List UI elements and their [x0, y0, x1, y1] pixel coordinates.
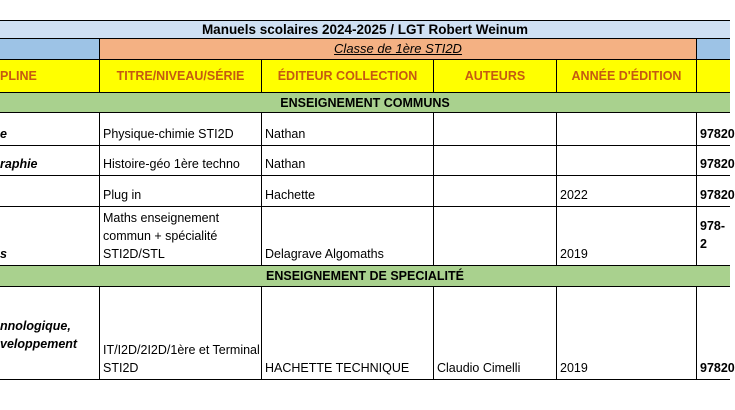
row1-editeur: Nathan: [262, 113, 434, 146]
header-isbn: [697, 60, 730, 93]
row3-annee: 2022: [557, 176, 697, 207]
row5-annee: 2019: [557, 287, 697, 380]
row5-isbn: 97820: [697, 287, 730, 380]
header-auteurs: AUTEURS: [434, 60, 557, 93]
row5-auteurs: Claudio Cimelli: [434, 287, 557, 380]
row2-editeur: Nathan: [262, 146, 434, 176]
row3-discipline: [0, 176, 100, 207]
row3-titre: Plug in: [100, 176, 262, 207]
row4-isbn: 978-2: [697, 207, 730, 266]
row3-auteurs: [434, 176, 557, 207]
row4-titre: Maths enseignement commun + spécialité STI2D/STL: [100, 207, 262, 266]
row4-auteurs: [434, 207, 557, 266]
row5-titre: IT/I2D/2I2D/1ère et Terminal STI2D: [100, 287, 262, 380]
row1-titre: Physique-chimie STI2D: [100, 113, 262, 146]
row4-editeur: Delagrave Algomaths: [262, 207, 434, 266]
row5-discipline: nnologique, veloppement: [0, 287, 100, 380]
row2-titre: Histoire-géo 1ère techno: [100, 146, 262, 176]
row1-discipline: e: [0, 113, 100, 146]
class-row-left: [0, 39, 100, 60]
row2-isbn: 97820: [697, 146, 730, 176]
row2-annee: [557, 146, 697, 176]
header-editeur: ÉDITEUR COLLECTION: [262, 60, 434, 93]
row1-isbn: 97820: [697, 113, 730, 146]
class-row-right: [697, 39, 730, 60]
row3-isbn: 97820: [697, 176, 730, 207]
row1-annee: [557, 113, 697, 146]
header-discipline: PLINE: [0, 60, 100, 93]
row5-editeur: HACHETTE TECHNIQUE: [262, 287, 434, 380]
sheet-title: Manuels scolaires 2024-2025 / LGT Robert Weinum: [0, 20, 730, 39]
header-titre: TITRE/NIVEAU/SÉRIE: [100, 60, 262, 93]
row4-discipline: s: [0, 207, 100, 266]
section-communs: ENSEIGNEMENT COMMUNS: [0, 93, 730, 113]
header-annee: ANNÉE D'ÉDITION: [557, 60, 697, 93]
row2-auteurs: [434, 146, 557, 176]
row1-auteurs: [434, 113, 557, 146]
class-label: Classe de 1ère STI2D: [100, 39, 697, 60]
row4-annee: 2019: [557, 207, 697, 266]
section-specialite: ENSEIGNEMENT DE SPECIALITÉ: [0, 266, 730, 287]
row2-discipline: raphie: [0, 146, 100, 176]
row3-editeur: Hachette: [262, 176, 434, 207]
